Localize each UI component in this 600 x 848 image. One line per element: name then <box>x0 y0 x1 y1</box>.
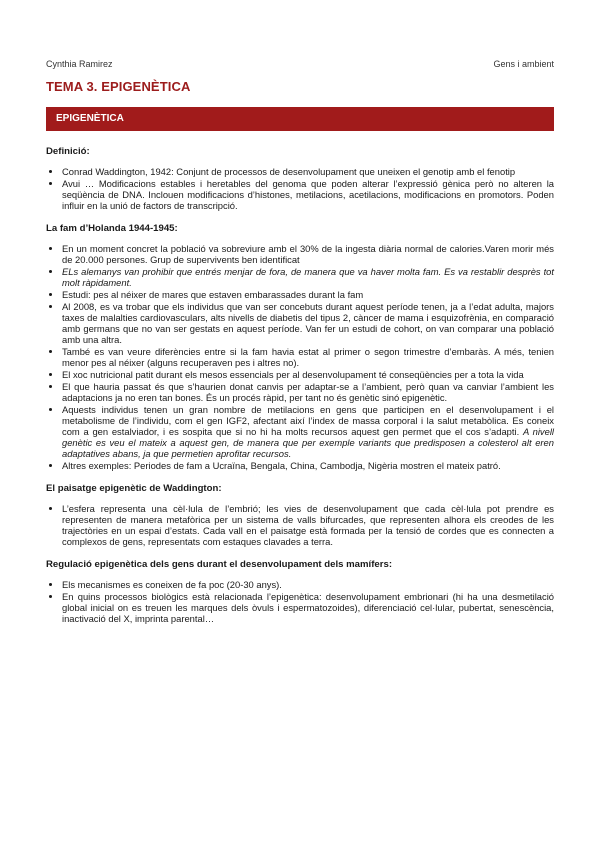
document-body <box>46 146 554 636</box>
section-heading: Definició: <box>46 146 90 157</box>
section-heading: El paisatge epigenètic de Waddington: <box>46 483 222 494</box>
list-item: • Els mecanismes es coneixen de fa poc (20-30 anys). <box>62 579 554 590</box>
header-subject: Gens i ambient <box>493 59 554 69</box>
page-title: TEMA 3. EPIGENÈTICA <box>46 79 191 94</box>
list-item: • Conrad Waddington, 1942: Conjunt de processos de desenvolupament que uneixen el genotip amb el fenotip <box>62 166 554 177</box>
list-item: • Avui … Modificacions estables i heretables del genoma que poden alterar l’expressió gènica però no alteren la seqüència de DNA. Inclouen modificacions d’histones, metilacions, acetilacions, modificacions en promotors. Poden influir en la unió de factors de transcripció. <box>62 178 554 211</box>
list-item: • El que hauria passat és que s’haurien donat canvis per adaptar-se a l’ambient, però quan va canviar l’ambient les adaptacions ja no eren tan bones. És un procés ràpid, per tant no és genètic sinó epigenètic. <box>62 381 554 403</box>
bullet-list <box>46 243 554 471</box>
list-item: • També es van veure diferències entre si la fam havia estat al primer o segon trimestre d’embaràs. A més, tenien menor pes al néixer (alguns recuperaven pes i altres no). <box>62 346 554 368</box>
list-item: • Altres exemples: Periodes de fam a Ucraïna, Bengala, China, Cambodja, Nigèria mostren el mateix patró. <box>62 460 554 471</box>
bullet-list <box>46 166 554 211</box>
list-item: • L’esfera representa una cèl·lula de l’embrió; les vies de desenvolupament que cada cèl·lula pot prendre es representen de manera metafòrica per un sistema de valls bifurcades, que representen alhora els creodes de les trajectòries en un espai d’estats. Cada vall en el paisatge està formada per la tensió de cordes que es connecten a complexos de gens, representats com estaques clavades a terra. <box>62 503 554 547</box>
list-item-italic-text: A nivell genètic es veu el mateix a aquest gen, de manera que per exemple variants que predisposen a colesterol alt eren adaptatives abans, ja que permetien aprofitar recursos. <box>62 426 554 459</box>
list-item-text: Aquests individus tenen un gran nombre de metilacions en gens que participen en el desenvolupament i el metabolisme de l’individu, com el gen IGF2, afectant així l’index de massa corporal i la salut metabòlica. Es coneix com a gen estalviador, i es sospita que si no hi ha molts recursos aquest gen permet que el cos s’adapti. <box>62 404 554 437</box>
bullet-list <box>46 579 554 624</box>
list-item: • ELs alemanys van prohibir que entrés menjar de fora, de manera que va haver molta fam. Es va restablir desprès tot molt ràpidament. <box>62 266 554 288</box>
list-item <box>62 404 554 459</box>
list-item: • En un moment concret la població va sobreviure amb el 30% de la ingesta diària normal de calories.Varen morir més de 20.000 persones. Grup de supervivents ben identificat <box>62 243 554 265</box>
section-banner-label: EPIGENÈTICA <box>56 113 124 124</box>
section-heading: La fam d’Holanda 1944-1945: <box>46 223 178 234</box>
list-item: • El xoc nutricional patit durant els mesos essencials per al desenvolupament té conseqüències per a tota la vida <box>62 369 554 380</box>
bullet-list <box>46 503 554 547</box>
section-banner <box>46 107 554 131</box>
section-heading: Regulació epigenètica dels gens durant el desenvolupament dels mamífers: <box>46 559 393 570</box>
header-author: Cynthia Ramirez <box>46 59 113 69</box>
list-item: • Estudi: pes al néixer de mares que estaven embarassades durant la fam <box>62 289 554 300</box>
list-item: • Al 2008, es va trobar que els individus que van ser concebuts durant aquest període tenen, ja a l’edat adulta, majors taxes de malalties cardiovasculars, alts nivells de diabetis del tipus 2, càncer de mama i esquizofrènia, en comparació amb germans que no van ser gestats en aquest període. Van fer un estudi de cohort, on van comparar una població amb una altra. <box>62 301 554 345</box>
list-item: • En quins processos biològics està relacionada l’epigenètica: desenvolupament embrionari (hi ha una desmetilació global inicial on es treuen les marques dels òvuls i espermatozoides), diferenciació cel·lular, pubertat, senescència, inactivació del X, imprinta parental… <box>62 591 554 624</box>
